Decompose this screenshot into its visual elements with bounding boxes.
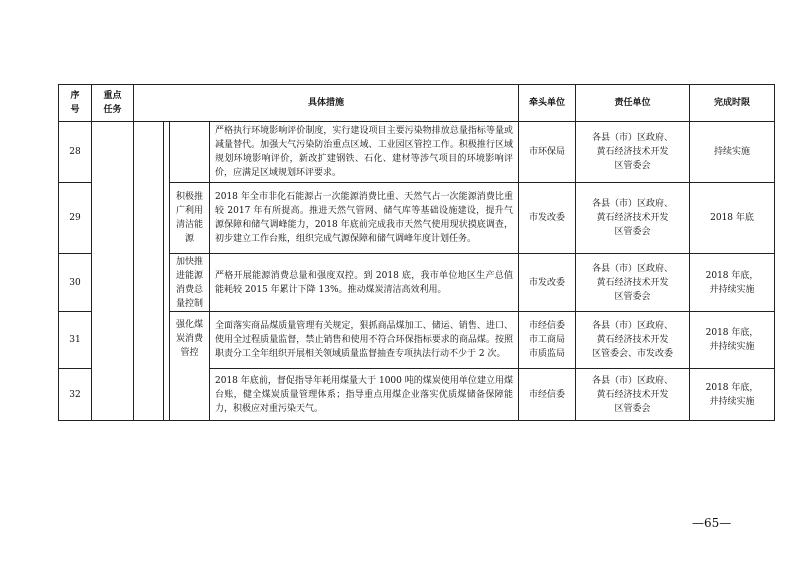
deadline: 2018 年底， 并持续实施 — [690, 312, 775, 369]
lead-unit: 市发改委 — [519, 254, 576, 312]
table-row — [59, 122, 775, 183]
responsible-unit: 各县（市）区政府、 黄石经济技术开发 区管委会 — [576, 183, 690, 254]
lead-unit: 市发改委 — [519, 183, 576, 254]
measure-text: 严格开展能源消费总量和强度双控。到 2018 底，我市单位地区生产总值能耗较 2015 年累计下降 13%。推动煤炭清洁高效利用。 — [210, 254, 519, 312]
measure-text: 严格执行环境影响评价制度，实行建设项目主要污染物排放总量指标等量或减量替代。加强大气污染防治重点区域、工业园区管控工作。积极推行区域规划环境影响评价，新改扩建钢铁、石化、建材等涉气项目的环境影响评价，应满足区域规划环评要求。 — [210, 122, 519, 183]
deadline: 2018 年底， 并持续实施 — [690, 254, 775, 312]
subtask-cell — [134, 122, 164, 421]
responsible-unit: 各县（市）区政府、 黄石经济技术开发 区管委会 — [576, 254, 690, 312]
responsible-unit: 各县（市）区政府、 黄石经济技术开发 区管委会、市发改委 — [576, 312, 690, 369]
page-number: —65— — [692, 516, 732, 530]
header-deadline: 完成时限 — [690, 85, 775, 122]
deadline: 2018 年底， 并持续实施 — [690, 369, 775, 421]
category-clean-energy: 积极推 广利用 清洁能 源 — [170, 183, 210, 254]
task-cell — [92, 122, 134, 421]
category-cell — [170, 122, 210, 183]
header-seq: 序 号 — [59, 85, 92, 122]
row-number: 32 — [59, 369, 92, 421]
responsible-unit: 各县（市）区政府、 黄石经济技术开发 区管委会 — [576, 369, 690, 421]
header-row — [59, 85, 775, 122]
header-responsible-unit: 责任单位 — [576, 85, 690, 122]
row-number: 28 — [59, 122, 92, 183]
measure-text: 全面落实商品煤质量管理有关规定，狠抓商品煤加工、储运、销售、进口、使用全过程质量监督，禁止销售和使用不符合环保指标要求的商品煤。按照职责分工全年组织开展相关领域质量监督抽查专项执法行动不少于 2 次。 — [210, 312, 519, 369]
deadline: 持续实施 — [690, 122, 775, 183]
measure-text: 2018 年底前，督促指导年耗用煤量大于 1000 吨的煤炭使用单位建立用煤台账，健全煤炭质量管理体系；指导重点用煤企业落实优质煤储备保障能力，积极应对重污染天气。 — [210, 369, 519, 421]
header-task: 重点 任务 — [92, 85, 134, 122]
measure-text: 2018 年全市非化石能源占一次能源消费比重、天然气占一次能源消费比重较 2017 年有所提高。推进天然气管网、储气库等基础设施建设，提升气源保障和储气调峰能力，2018 年底前完成我市天然气使用现状摸底调查，初步建立工作台账，组织完成气源保障和储气调峰年度计划任务。 — [210, 183, 519, 254]
measures-table — [58, 84, 775, 421]
lead-unit: 市经信委 — [519, 369, 576, 421]
category-energy-total: 加快推 进能源 消费总 量控制 — [170, 254, 210, 312]
header-lead-unit: 牵头单位 — [519, 85, 576, 122]
row-number: 31 — [59, 312, 92, 369]
header-measures: 具体措施 — [134, 85, 519, 122]
responsible-unit: 各县（市）区政府、 黄石经济技术开发 区管委会 — [576, 122, 690, 183]
category-coal-control: 强化煤 炭消费 管控 — [170, 312, 210, 421]
row-number: 29 — [59, 183, 92, 254]
row-number: 30 — [59, 254, 92, 312]
lead-unit: 市经信委 市工商局 市质监局 — [519, 312, 576, 369]
deadline: 2018 年底 — [690, 183, 775, 254]
lead-unit: 市环保局 — [519, 122, 576, 183]
